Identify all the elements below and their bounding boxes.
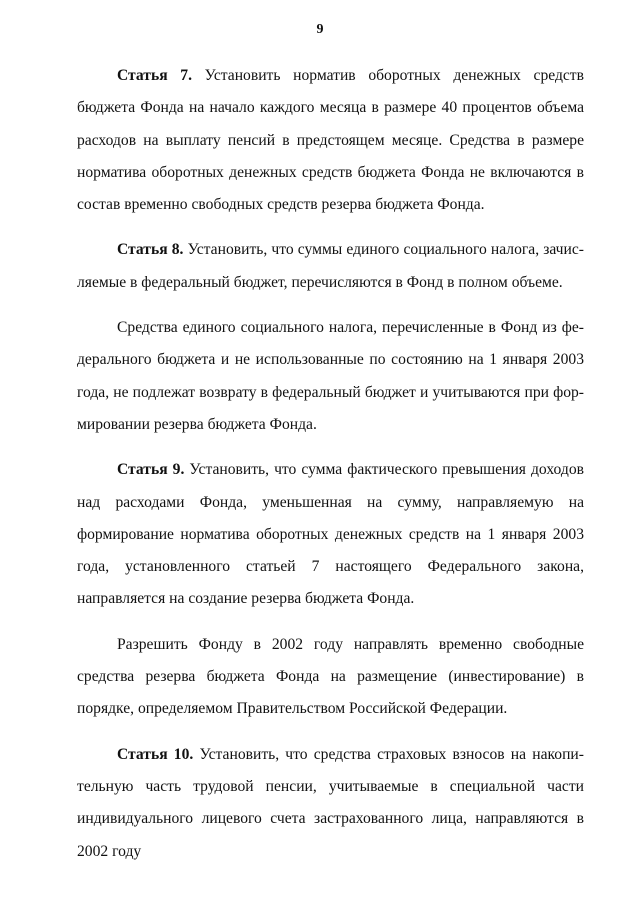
article-10-paragraph	[77, 739, 584, 868]
article-9-label: Статья 9.	[117, 461, 185, 479]
article-7-text: Установить норматив оборотных денежных средств бюджета Фонда на начало каждого месяца в размере 40 процентов объема расходов на выплату пенсий в предстоящем месяце. Средства в размере норматива оборотных денежных средств бюджета Фонда не включаются в состав временно свободных средств резерва бюджета Фонда.	[77, 67, 584, 214]
article-8-paragraph	[77, 234, 584, 299]
page-number: 9	[316, 22, 324, 37]
article-10-label: Статья 10.	[117, 745, 194, 763]
article-7-paragraph	[77, 60, 584, 221]
article-8-label: Статья 8.	[117, 241, 184, 259]
article-7-label: Статья 7.	[117, 67, 193, 84]
article-9-text: Установить, что сумма фактического превышения доходов над расходами Фонда, уменьшенная на сумму, направляемую на формирование норматива оборотных денежных средств на 1 января 2003 года, установленного статьей 7 настоящего Федерального закона, направляется на создание резерва бюджета Фонда.	[77, 461, 584, 608]
article-10-text: Установить, что средства страховых взносов на накопительную часть трудовой пенсии, учитываемые в специальной части индивидуального лицевого счета застрахованного лица, направляются в 2002 году	[77, 745, 584, 860]
article-9-continuation-text: Разрешить Фонду в 2002 году направлять временно свободные средства резерва бюджета Фонда на размещение (инвестирование) в порядке, определяемом Правительством Российской Федерации.	[77, 635, 584, 718]
article-8-text: Установить, что суммы единого социального налога, зачисляемые в федеральный бюджет, перечисляются в Фонд в полном объеме.	[77, 241, 584, 291]
article-8-continuation-paragraph	[77, 312, 584, 441]
article-9-continuation-paragraph	[77, 629, 584, 726]
article-9-paragraph	[77, 454, 584, 615]
article-8-continuation-text: Средства единого социального налога, перечисленные в Фонд из федерального бюджета и не использованные по состоянию на 1 января 2003 года, не подлежат возврату в федеральный бюджет и учитываются при формировании резерва бюджета Фонда.	[77, 319, 584, 433]
document-body	[77, 60, 584, 868]
